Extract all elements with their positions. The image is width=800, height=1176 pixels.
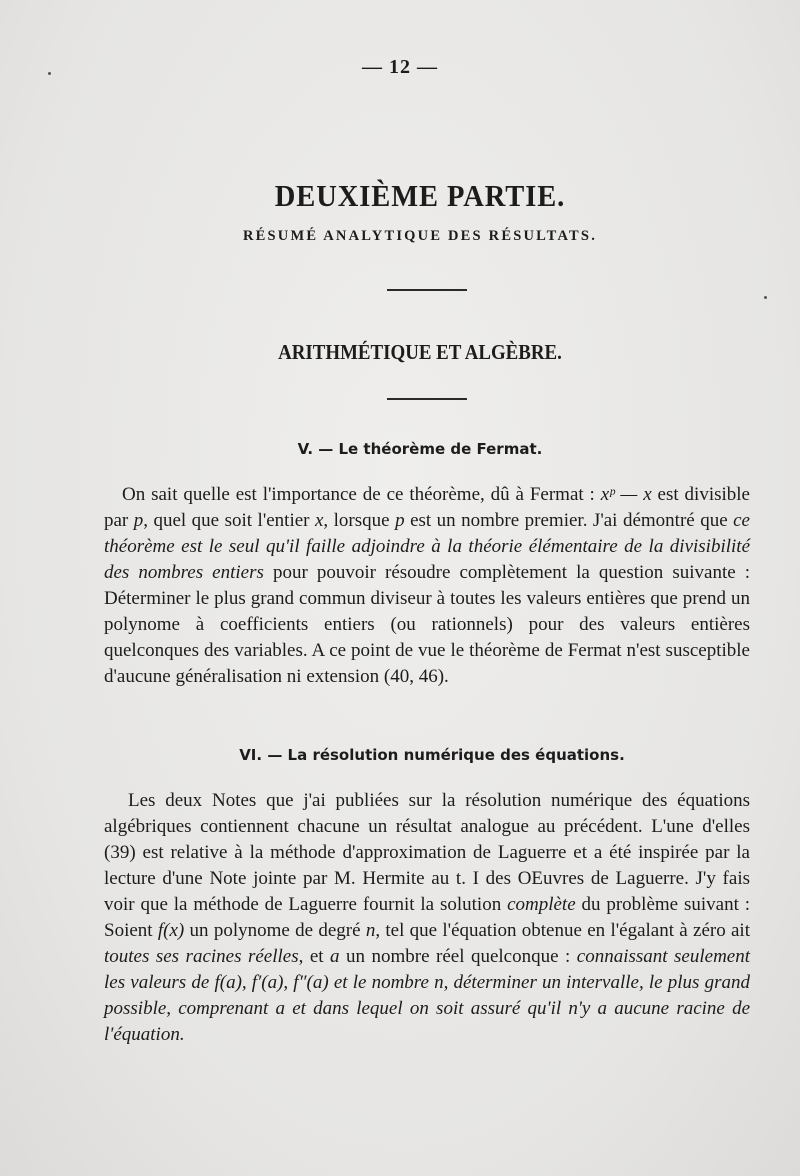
paragraph-fermat xyxy=(104,482,750,690)
math-variable: a xyxy=(330,946,340,967)
text: , tel que l'équation obtenue en l'égalant à zéro ait xyxy=(375,920,750,941)
text: du problème suivant : Soient xyxy=(104,894,750,941)
paragraph-equations xyxy=(104,788,750,1048)
italic-text: toutes ses racines réelles xyxy=(104,946,299,967)
text: est un nombre premier. J'ai démontré que xyxy=(404,510,734,531)
page-number: — 12 — xyxy=(362,56,438,78)
text: est divisible par xyxy=(104,484,750,531)
subsection-heading-equations: VI. — La résolution numérique des équations. xyxy=(239,746,625,764)
edge-mark xyxy=(764,296,767,299)
text: On sait quelle est l'importance de ce théorème, dû à Fermat : xyxy=(122,484,601,505)
section-title: ARITHMÉTIQUE ET ALGÈBRE. xyxy=(278,340,562,364)
math-formula: xᵖ — x xyxy=(600,484,652,505)
divider-rule xyxy=(387,289,467,291)
subsection-heading-fermat: V. — Le théorème de Fermat. xyxy=(297,440,543,458)
text: pour pouvoir résoudre complètement la question suivante : Déterminer le plus grand commun diviseur à toutes les valeurs entières que prend un polynome à coefficients entiers (ou rationnels) pour des valeurs entières quelconques des variables. A ce point de vue le théorème de Fermat n'est susceptible d'aucune généralisation ni extension (40, 46). xyxy=(104,562,750,687)
edge-mark xyxy=(48,72,51,75)
divider-rule xyxy=(387,398,467,400)
italic-text: connaissant seulement les valeurs de f(a), f′(a), f″(a) et le nombre n, déterminer un intervalle, le plus grand possible, comprenant a et dans lequel on soit assuré qu'il n'y a aucune racine de l'équation. xyxy=(104,946,751,1045)
math-variable: n xyxy=(365,920,376,941)
text: , quel que soit l'entier xyxy=(143,510,315,531)
math-variable: x xyxy=(314,510,324,531)
math-formula: f(x) xyxy=(157,920,185,941)
text: , lorsque xyxy=(323,510,396,531)
italic-text: ce théorème est le seul qu'il faille adjoindre à la théorie élémentaire de la divisibilité des nombres entiers xyxy=(104,510,750,583)
text: Les deux Notes que j'ai publiées sur la résolution numérique des équations algébriques contiennent chacune un résultat analogue au précédent. L'une d'elles (39) est relative à la méthode d'approximation de Laguerre et a été inspirée par la lecture d'une Note jointe par M. Hermite au t. I des OEuvres de Laguerre. J'y fais voir que la méthode de Laguerre fournit la solution xyxy=(104,790,750,915)
part-title: DEUXIÈME PARTIE. xyxy=(274,178,566,213)
math-variable: p xyxy=(395,510,405,531)
text: un nombre réel quelconque : xyxy=(339,946,577,967)
text: , et xyxy=(298,946,331,967)
part-subtitle: RÉSUMÉ ANALYTIQUE DES RÉSULTATS. xyxy=(242,228,598,244)
text: un polynome de degré xyxy=(184,920,366,941)
math-variable: p xyxy=(133,510,144,531)
italic-text: complète xyxy=(507,894,576,915)
